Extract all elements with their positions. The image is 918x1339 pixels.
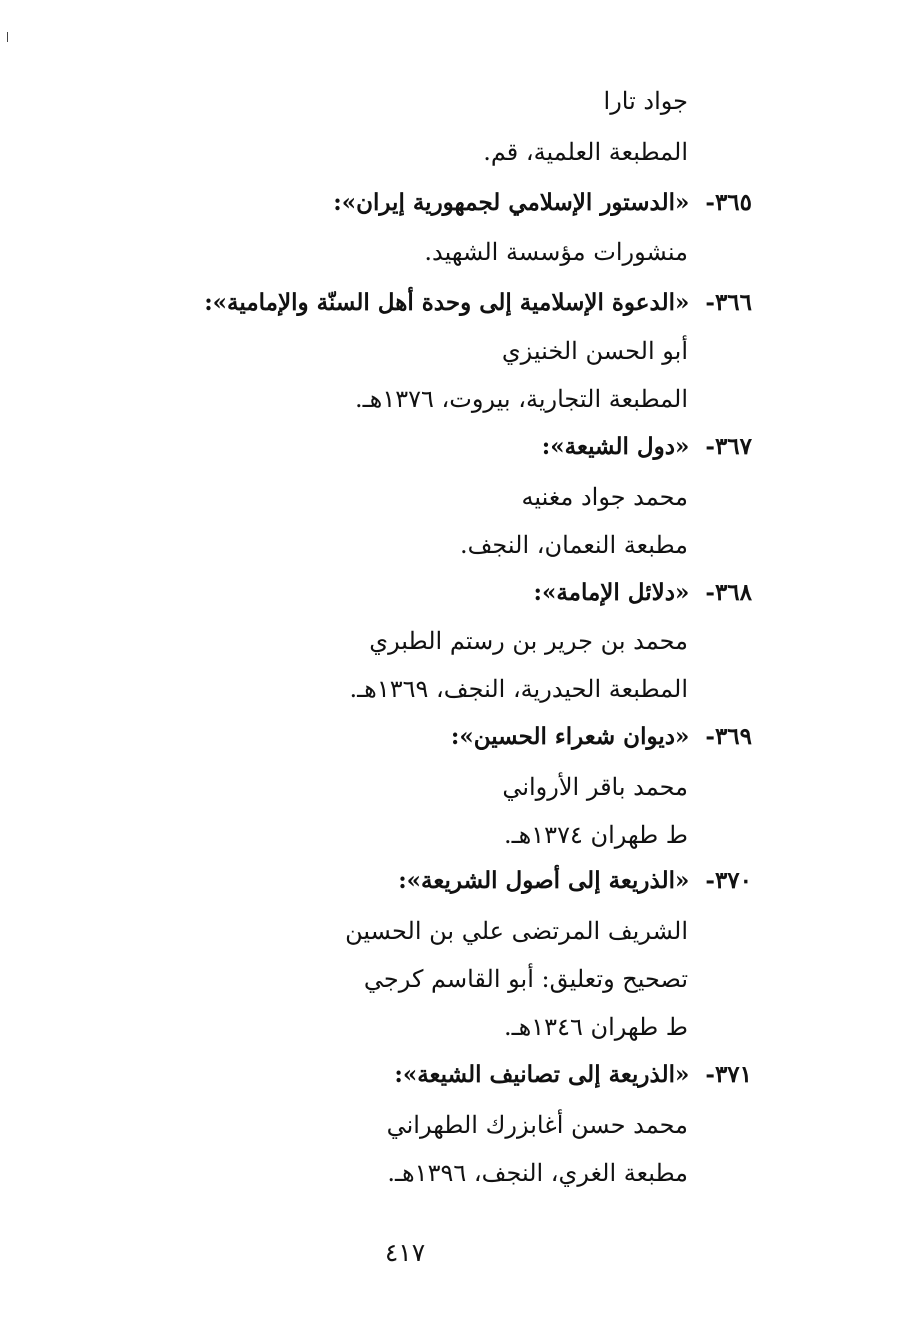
entry-366-author: أبو الحسن الخنيزي [501,337,688,365]
entry-number: ٣٦٧- [705,433,752,460]
entry-370-editor: تصحيح وتعليق: أبو القاسم كرجي [363,965,688,993]
entry-369-publisher: ط طهران ١٣٧٤هـ. [503,821,688,849]
entry-number: ٣٦٦- [705,289,752,316]
entry-369 [451,722,752,752]
entry-367 [542,432,752,462]
entry-number: ٣٦٥- [705,189,752,216]
entry-366 [204,288,752,318]
entry-365 [333,188,752,218]
author-line: جواد تارا [603,87,688,115]
entry-370-author: الشريف المرتضى علي بن الحسين [345,917,688,945]
entry-number: ٣٧٠- [705,867,752,894]
entry-number: ٣٧١- [705,1061,752,1088]
entry-370 [398,866,752,896]
entry-number: ٣٦٩- [705,723,752,750]
entry-title: «الدعوة الإسلامية إلى وحدة أهل السنّة والإمامية»: [204,289,690,316]
entry-title: «دلائل الإمامة»: [533,579,690,606]
entry-title: «الدستور الإسلامي لجمهورية إيران»: [333,189,690,216]
entry-368-author: محمد بن جرير بن رستم الطبري [369,627,688,655]
entry-371 [394,1060,752,1090]
scan-speck [7,32,8,42]
entry-368-publisher: المطبعة الحيدرية، النجف، ١٣٦٩هـ. [349,675,688,703]
entry-367-publisher: مطبعة النعمان، النجف. [459,531,688,559]
entry-366-publisher: المطبعة التجارية، بيروت، ١٣٧٦هـ. [354,385,688,413]
entry-title: «دول الشيعة»: [541,433,690,460]
entry-367-author: محمد جواد مغنيه [521,483,688,511]
entry-370-publisher: ط طهران ١٣٤٦هـ. [503,1013,688,1041]
entry-371-author: محمد حسن أغابزرك الطهراني [386,1111,688,1139]
page-number: ٤١٧ [384,1238,426,1267]
publisher-line: المطبعة العلمية، قم. [483,138,688,166]
entry-365-detail: منشورات مؤسسة الشهيد. [424,238,688,266]
entry-title: «الذريعة إلى تصانيف الشيعة»: [394,1061,690,1088]
entry-number: ٣٦٨- [705,579,752,606]
entry-368 [533,578,752,608]
entry-369-author: محمد باقر الأرواني [502,773,688,801]
entry-title: «الذريعة إلى أصول الشريعة»: [398,867,690,894]
entry-title: «ديوان شعراء الحسين»: [450,723,690,750]
entry-371-publisher: مطبعة الغري، النجف، ١٣٩٦هـ. [387,1159,688,1187]
